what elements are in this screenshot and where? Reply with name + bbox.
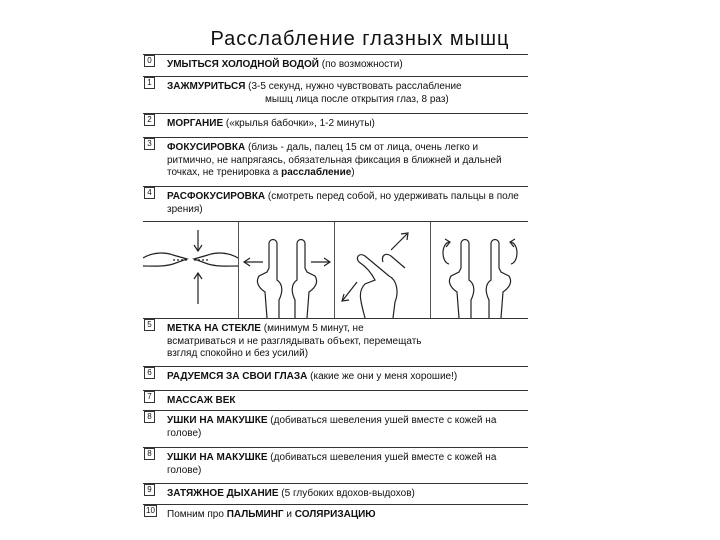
list-item xyxy=(143,76,528,113)
item-text xyxy=(167,142,522,180)
item-text xyxy=(167,371,522,384)
divider xyxy=(143,186,528,187)
page-title: Расслабление глазных мышц xyxy=(210,28,510,50)
item-number: 8 xyxy=(144,411,155,423)
fingers-rotate-icon xyxy=(430,222,529,318)
item-description: (добиваться шевеления ушей вместе с кожей на голове) xyxy=(167,415,497,439)
divider xyxy=(143,483,528,484)
list-item xyxy=(143,137,528,186)
item-text xyxy=(167,395,522,408)
item-description: (3-5 секунд, нужно чувствовать расслабление xyxy=(245,81,462,92)
item-heading: УМЫТЬСЯ ХОЛОДНОЙ ВОДОЙ xyxy=(167,59,319,70)
two-fingers-apart-icon xyxy=(238,222,335,318)
item-emphasis: расслабление xyxy=(281,167,352,178)
item-text xyxy=(167,452,522,477)
divider xyxy=(143,113,528,114)
item-heading: УШКИ НА МАКУШКЕ xyxy=(167,452,268,463)
item-number: 3 xyxy=(144,138,155,150)
item-prefix: Помним про xyxy=(167,509,227,520)
item-description-end: ) xyxy=(351,167,355,178)
list-item xyxy=(143,447,528,483)
item-description-line2: мышц лица после открытия глаз, 8 раз) xyxy=(265,93,449,105)
list-item xyxy=(143,483,528,504)
item-text xyxy=(167,323,522,361)
item-description: (5 глубоких вдохов-выдохов) xyxy=(278,488,415,499)
list-item xyxy=(143,318,528,366)
item-text xyxy=(167,415,522,440)
item-heading: ЗАЖМУРИТЬСЯ xyxy=(167,81,246,92)
item-description: (по возможности) xyxy=(318,59,403,70)
divider xyxy=(143,54,528,55)
list-item xyxy=(143,390,528,410)
item-number: 10 xyxy=(144,505,157,517)
item-text xyxy=(167,191,522,216)
item-text xyxy=(167,509,522,522)
item-heading: УШКИ НА МАКУШКЕ xyxy=(167,415,268,426)
item-heading: МАССАЖ ВЕК xyxy=(167,395,236,406)
item-heading: РАДУЕМСЯ ЗА СВОИ ГЛАЗА xyxy=(167,371,308,382)
item-description: (добиваться шевеления ушей вместе с кожей на голове) xyxy=(167,452,497,476)
item-number: 7 xyxy=(144,391,155,403)
list-item xyxy=(143,113,528,137)
list-item xyxy=(143,54,528,76)
item-text xyxy=(167,118,522,131)
exercise-sheet xyxy=(143,54,528,534)
divider xyxy=(143,76,528,77)
item-heading-2: СОЛЯРИЗАЦИЮ xyxy=(294,509,376,520)
divider xyxy=(143,504,528,505)
item-number: 5 xyxy=(144,319,155,331)
item-number: 6 xyxy=(144,367,155,379)
item-text xyxy=(167,59,522,72)
divider xyxy=(143,410,528,411)
finger-diagonal-icon xyxy=(334,222,431,318)
item-heading: ФОКУСИРОВКА xyxy=(167,142,246,153)
item-heading: РАСФОКУСИРОВКА xyxy=(167,191,266,202)
item-heading: МОРГАНИЕ xyxy=(167,118,224,129)
list-item xyxy=(143,410,528,447)
item-description: (близь - даль, палец 15 см от лица, очень легко и ритмично, не напрягаясь, обязательная фиксация в ближней и дальней точках, не тренировка а xyxy=(167,142,502,178)
item-number: 1 xyxy=(144,77,155,89)
item-number: 4 xyxy=(144,187,155,199)
item-heading: ПАЛЬМИНГ xyxy=(226,509,284,520)
item-text xyxy=(167,81,522,106)
item-conjunction: и xyxy=(283,509,295,520)
list-item xyxy=(143,504,528,530)
list-item xyxy=(143,366,528,390)
item-number: 9 xyxy=(144,484,155,496)
list-item xyxy=(143,186,528,221)
item-heading: МЕТКА НА СТЕКЛЕ xyxy=(167,323,261,334)
divider xyxy=(143,390,528,391)
item-number: 2 xyxy=(144,114,155,126)
item-description: (смотреть перед собой, но удерживать пальцы в поле зрения) xyxy=(167,191,519,215)
item-heading: ЗАТЯЖНОЕ ДЫХАНИЕ xyxy=(167,488,279,499)
hands-close-icon xyxy=(143,222,238,318)
item-description: («крылья бабочки», 1-2 минуты) xyxy=(223,118,375,129)
divider xyxy=(143,447,528,448)
divider xyxy=(143,366,528,367)
item-text xyxy=(167,488,522,501)
item-description: (какие же они у меня хорошие!) xyxy=(307,371,458,382)
illustration-strip xyxy=(143,221,528,319)
item-description: (минимум 5 минут, не всматриваться и не разглядывать объект, перемещать взгляд спокойно и без усилий) xyxy=(167,323,422,359)
item-number: 0 xyxy=(144,55,155,67)
divider xyxy=(143,137,528,138)
item-number: 8 xyxy=(144,448,155,460)
